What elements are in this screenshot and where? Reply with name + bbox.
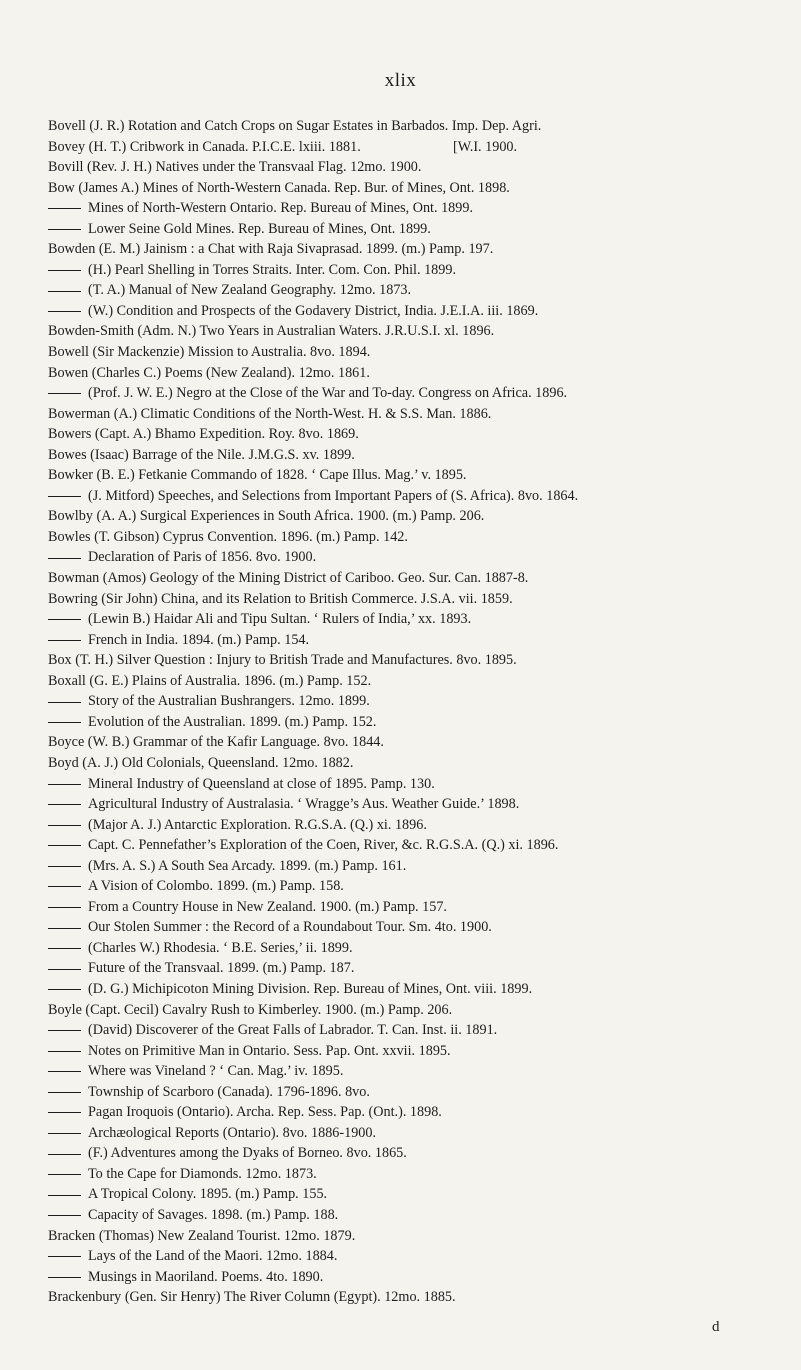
ditto-dash (48, 208, 81, 209)
entry-text: Capacity of Savages. 1898. (m.) Pamp. 188. (88, 1206, 339, 1223)
bibliography-entry (48, 589, 783, 610)
bibliography-sub-entry (48, 938, 783, 959)
bibliography-entry (48, 178, 783, 199)
bibliography-entry (48, 732, 783, 753)
ditto-dash (48, 722, 81, 723)
entry-text: Bowers (Capt. A.) Bhamo Expedition. Roy. 8vo. 1869. (48, 426, 359, 443)
bibliography-sub-entry (48, 835, 783, 856)
bibliography-entry (48, 321, 783, 342)
ditto-dash (48, 928, 81, 929)
entry-text: Box (T. H.) Silver Question : Injury to British Trade and Manufactures. 8vo. 1895. (48, 652, 517, 669)
ditto-dash (48, 866, 81, 867)
bibliography-entry (48, 157, 783, 178)
ditto-dash (48, 1030, 81, 1031)
entry-text: Bowlby (A. A.) Surgical Experiences in South Africa. 1900. (m.) Pamp. 206. (48, 508, 485, 525)
entry-text: Evolution of the Australian. 1899. (m.) Pamp. 152. (88, 713, 377, 730)
bibliography-entry (48, 1000, 783, 1021)
bibliography-entry (48, 239, 783, 260)
entry-text: Boyd (A. J.) Old Colonials, Queensland. 12mo. 1882. (48, 754, 354, 771)
ditto-dash (48, 619, 81, 620)
bibliography-sub-entry (48, 547, 783, 568)
bibliography-sub-entry (48, 876, 783, 897)
ditto-dash (48, 804, 81, 805)
ditto-dash (48, 1154, 81, 1155)
entry-text: Bovell (J. R.) Rotation and Catch Crops on Sugar Estates in Barbados. Imp. Dep. Agri. (48, 118, 542, 134)
bibliography-entry (48, 137, 783, 158)
entry-text: Bovey (H. T.) Cribwork in Canada. P.I.C.E. lxiii. 1881. [W.I. 1900. (48, 138, 518, 155)
bibliography-entry (48, 753, 783, 774)
bibliography-sub-entry (48, 486, 783, 507)
ditto-dash (48, 229, 81, 230)
entry-text: Archæological Reports (Ontario). 8vo. 1886-1900. (88, 1124, 377, 1141)
ditto-dash (48, 969, 81, 970)
ditto-dash (48, 496, 81, 497)
bibliography-sub-entry (48, 301, 783, 322)
bibliography-entry (48, 650, 783, 671)
ditto-dash (48, 845, 81, 846)
entry-text: From a Country House in New Zealand. 1900. (m.) Pamp. 157. (88, 898, 447, 915)
entry-text: Bowman (Amos) Geology of the Mining District of Cariboo. Geo. Sur. Can. 1887-8. (48, 570, 529, 587)
bibliography-sub-entry (48, 917, 783, 938)
entry-text: (Mrs. A. S.) A South Sea Arcady. 1899. (m.) Pamp. 161. (88, 857, 407, 874)
entry-text: (David) Discoverer of the Great Falls of Labrador. T. Can. Inst. ii. 1891. (88, 1022, 498, 1039)
bibliography-entry (48, 568, 783, 589)
entry-text: Notes on Primitive Man in Ontario. Sess. Pap. Ont. xxvii. 1895. (88, 1042, 451, 1059)
bibliography-entry (48, 445, 783, 466)
entry-text: Lower Seine Gold Mines. Rep. Bureau of Mines, Ont. 1899. (88, 220, 431, 237)
ditto-dash (48, 702, 81, 703)
entry-text: Our Stolen Summer : the Record of a Roundabout Tour. Sm. 4to. 1900. (88, 919, 492, 936)
ditto-dash (48, 1092, 81, 1093)
bibliography-sub-entry (48, 609, 783, 630)
bibliography-entry (48, 506, 783, 527)
entry-text: A Tropical Colony. 1895. (m.) Pamp. 155. (88, 1186, 328, 1203)
entry-text: To the Cape for Diamonds. 12mo. 1873. (88, 1165, 317, 1182)
ditto-dash (48, 1195, 81, 1196)
bibliography-sub-entry (48, 1164, 783, 1185)
ditto-dash (48, 291, 81, 292)
entry-text: (W.) Condition and Prospects of the Godavery District, India. J.E.I.A. iii. 1869. (88, 302, 539, 319)
bibliography-sub-entry (48, 1267, 783, 1288)
ditto-dash (48, 270, 81, 271)
entry-text: Bovill (Rev. J. H.) Natives under the Transvaal Flag. 12mo. 1900. (48, 159, 422, 176)
entry-text: Bow (James A.) Mines of North-Western Canada. Rep. Bur. of Mines, Ont. 1898. (48, 179, 510, 196)
bibliography-sub-entry (48, 1184, 783, 1205)
bibliography-entry (48, 1226, 783, 1247)
entry-text: Bowell (Sir Mackenzie) Mission to Australia. 8vo. 1894. (48, 344, 371, 361)
bibliography-sub-entry (48, 958, 783, 979)
entry-text: (Major A. J.) Antarctic Exploration. R.G.S.A. (Q.) xi. 1896. (88, 816, 427, 833)
bibliography-entry (48, 465, 783, 486)
entry-text: Mineral Industry of Queensland at close of 1895. Pamp. 130. (88, 775, 435, 792)
entry-text: (Charles W.) Rhodesia. ‘ B.E. Series,’ ii. 1899. (88, 939, 353, 956)
bibliography-sub-entry (48, 712, 783, 733)
bibliography-sub-entry (48, 774, 783, 795)
entry-text: Brackenbury (Gen. Sir Henry) The River Column (Egypt). 12mo. 1885. (48, 1289, 456, 1306)
entry-text: Bowker (B. E.) Fetkanie Commando of 1828. ‘ Cape Illus. Mag.’ v. 1895. (48, 467, 467, 484)
bibliography-sub-entry (48, 794, 783, 815)
entry-text: Agricultural Industry of Australasia. ‘ Wragge’s Aus. Weather Guide.’ 1898. (88, 796, 520, 813)
entry-text: Boxall (G. E.) Plains of Australia. 1896. (m.) Pamp. 152. (48, 672, 372, 689)
entry-text: Boyle (Capt. Cecil) Cavalry Rush to Kimberley. 1900. (m.) Pamp. 206. (48, 1001, 453, 1018)
ditto-dash (48, 1256, 81, 1257)
bibliography-sub-entry (48, 1102, 783, 1123)
ditto-dash (48, 1277, 81, 1278)
entry-text: Musings in Maoriland. Poems. 4to. 1890. (88, 1268, 324, 1285)
ditto-dash (48, 393, 81, 394)
entry-text: Bowring (Sir John) China, and its Relation to British Commerce. J.S.A. vii. 1859. (48, 590, 513, 607)
ditto-dash (48, 948, 81, 949)
bibliography-sub-entry (48, 219, 783, 240)
bibliography-sub-entry (48, 1041, 783, 1062)
ditto-dash (48, 886, 81, 887)
entry-text: Boyce (W. B.) Grammar of the Kafir Language. 8vo. 1844. (48, 734, 384, 751)
entry-text: (Prof. J. W. E.) Negro at the Close of the War and To-day. Congress on Africa. 1896. (88, 385, 568, 402)
entry-text: French in India. 1894. (m.) Pamp. 154. (88, 631, 310, 648)
bibliography-sub-entry (48, 1123, 783, 1144)
bibliography-list (48, 116, 783, 1308)
bibliography-sub-entry (48, 280, 783, 301)
ditto-dash (48, 989, 81, 990)
bibliography-entry (48, 116, 783, 137)
entry-text: (F.) Adventures among the Dyaks of Borneo. 8vo. 1865. (88, 1145, 407, 1162)
bibliography-entry (48, 404, 783, 425)
ditto-dash (48, 1215, 81, 1216)
entry-text: Mines of North-Western Ontario. Rep. Bureau of Mines, Ont. 1899. (88, 200, 474, 217)
entry-text: Township of Scarboro (Canada). 1796-1896. 8vo. (88, 1083, 370, 1100)
bibliography-sub-entry (48, 1082, 783, 1103)
bibliography-sub-entry (48, 1205, 783, 1226)
ditto-dash (48, 311, 81, 312)
bibliography-sub-entry (48, 630, 783, 651)
ditto-dash (48, 1133, 81, 1134)
entry-text: Pagan Iroquois (Ontario). Archa. Rep. Sess. Pap. (Ont.). 1898. (88, 1104, 442, 1121)
bibliography-sub-entry (48, 260, 783, 281)
bibliography-sub-entry (48, 1143, 783, 1164)
signature-mark: d (712, 1319, 720, 1335)
entry-text: Bowen (Charles C.) Poems (New Zealand). 12mo. 1861. (48, 364, 370, 381)
bibliography-sub-entry (48, 1061, 783, 1082)
bibliography-entry (48, 527, 783, 548)
ditto-dash (48, 1051, 81, 1052)
bibliography-sub-entry (48, 1246, 783, 1267)
entry-text: Lays of the Land of the Maori. 12mo. 1884. (88, 1248, 338, 1265)
entry-text: Story of the Australian Bushrangers. 12mo. 1899. (88, 693, 370, 710)
bibliography-sub-entry (48, 198, 783, 219)
bibliography-sub-entry (48, 383, 783, 404)
entry-text: A Vision of Colombo. 1899. (m.) Pamp. 158. (88, 878, 344, 895)
entry-text: Bowles (T. Gibson) Cyprus Convention. 1896. (m.) Pamp. 142. (48, 528, 408, 545)
ditto-dash (48, 1174, 81, 1175)
entry-text: (Lewin B.) Haidar Ali and Tipu Sultan. ‘ Rulers of India,’ xx. 1893. (88, 611, 472, 628)
bibliography-sub-entry (48, 897, 783, 918)
entry-text: Where was Vineland ? ‘ Can. Mag.’ iv. 1895. (88, 1063, 344, 1080)
ditto-dash (48, 825, 81, 826)
bibliography-entry (48, 1287, 783, 1308)
bibliography-sub-entry (48, 1020, 783, 1041)
entry-text: (T. A.) Manual of New Zealand Geography. 12mo. 1873. (88, 282, 412, 299)
page-number-header: xlix (384, 70, 417, 91)
ditto-dash (48, 784, 81, 785)
entry-text: (J. Mitford) Speeches, and Selections from Important Papers of (S. Africa). 8vo. 1864. (88, 487, 579, 504)
entry-text: Capt. C. Pennefather’s Exploration of the Coen, River, &c. R.G.S.A. (Q.) xi. 1896. (88, 837, 559, 854)
bibliography-sub-entry (48, 856, 783, 877)
bibliography-entry (48, 671, 783, 692)
entry-text: Bowerman (A.) Climatic Conditions of the North-West. H. & S.S. Man. 1886. (48, 405, 492, 422)
ditto-dash (48, 640, 81, 641)
bibliography-entry (48, 342, 783, 363)
entry-text: Declaration of Paris of 1856. 8vo. 1900. (88, 549, 317, 566)
entry-text: Bowes (Isaac) Barrage of the Nile. J.M.G.S. xv. 1899. (48, 446, 355, 463)
bibliography-entry (48, 363, 783, 384)
bibliography-sub-entry (48, 691, 783, 712)
entry-text: Bowden (E. M.) Jainism : a Chat with Raja Sivaprasad. 1899. (m.) Pamp. 197. (48, 241, 494, 258)
ditto-dash (48, 907, 81, 908)
bibliography-sub-entry (48, 979, 783, 1000)
entry-text: Future of the Transvaal. 1899. (m.) Pamp. 187. (88, 960, 355, 977)
ditto-dash (48, 1071, 81, 1072)
entry-text: Bracken (Thomas) New Zealand Tourist. 12mo. 1879. (48, 1227, 356, 1244)
entry-text: Bowden-Smith (Adm. N.) Two Years in Australian Waters. J.R.U.S.I. xl. 1896. (48, 323, 495, 340)
entry-text: (D. G.) Michipicoton Mining Division. Rep. Bureau of Mines, Ont. viii. 1899. (88, 980, 533, 997)
ditto-dash (48, 558, 81, 559)
entry-text: (H.) Pearl Shelling in Torres Straits. Inter. Com. Con. Phil. 1899. (88, 261, 456, 278)
bibliography-sub-entry (48, 815, 783, 836)
ditto-dash (48, 1112, 81, 1113)
bibliography-entry (48, 424, 783, 445)
